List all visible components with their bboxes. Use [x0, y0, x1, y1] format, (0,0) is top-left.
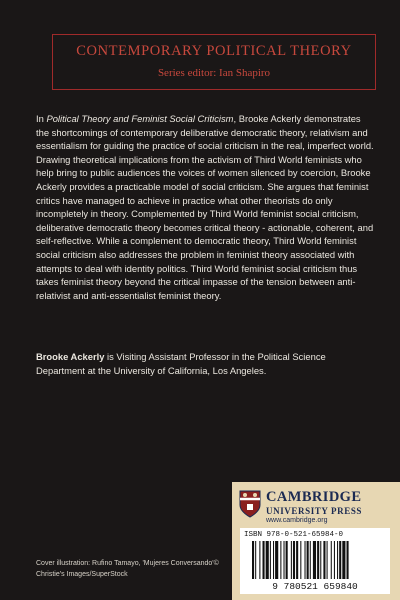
book-title: Political Theory and Feminist Social Criticism [46, 113, 234, 124]
barcode-bar [252, 541, 254, 579]
publisher-url: www.cambridge.org [266, 517, 328, 524]
series-editor: Series editor: Ian Shapiro [157, 67, 271, 79]
barcode-bar [331, 541, 332, 579]
barcode-bar [286, 541, 288, 579]
barcode-bar [327, 541, 328, 579]
barcode-bar [270, 541, 271, 579]
barcode-bar [293, 541, 295, 579]
cover-credit: Cover illustration: Rufino Tamayo, 'Mujeres Conversando'© Christie's Images/SuperStock [36, 560, 219, 578]
barcode-bar [334, 541, 335, 579]
barcode-bar [296, 541, 298, 579]
series-title: CONTEMPORARY POLITICAL THEORY [76, 43, 352, 59]
publisher-name: CAMBRIDGE [266, 489, 362, 505]
barcode-bar [310, 541, 311, 579]
barcode-bar [266, 541, 269, 579]
barcode [244, 541, 386, 591]
barcode-area [240, 528, 390, 594]
barcode-bar [263, 541, 265, 579]
barcode-bar [259, 541, 260, 579]
author-name: Brooke Ackerly [36, 351, 105, 362]
barcode-digits: 9 780521 659840 [272, 581, 358, 591]
blurb-body: , Brooke Ackerly demonstrates the shortcomings of contemporary deliberative democratic theory, relativism and essentialism for guiding the practice of social criticism in the real, imperfect world. Drawing theoretical implications from the activism of Third World feminists who help bring to public audiences the voices of women silenced by coercion, Brooke Ackerly provides a practicable model of social criticism. She argues that feminist critics have managed to achieve in practice what other theorists do only incompletely in theory. Complemented by Third World feminist social criticism, deliberative democratic theory becomes critical theory - actionable, coherent, and self-reflective. While a complement to democratic theory, Third World feminist social criticism also addresses the problem in feminist theory associated with attempts to deal with identity politics. Third World feminist social criticism thus takes feminist theory beyond the critical impasse of the tension between anti-relativist and anti-essentialist feminist theory. [36, 113, 374, 301]
barcode-bar [273, 541, 274, 579]
blurb-intro: In [36, 113, 47, 124]
barcode-bar [337, 541, 338, 579]
publisher-panel [232, 482, 400, 600]
barcode-bar [317, 541, 319, 579]
book-description [36, 112, 374, 302]
barcode-bar [320, 541, 321, 579]
barcode-bar [255, 541, 256, 579]
barcode-bar [305, 541, 306, 579]
barcode-bar [280, 541, 281, 579]
series-banner [52, 34, 376, 90]
cambridge-shield-icon [239, 490, 261, 518]
barcode-bar [339, 541, 341, 579]
barcode-bar [323, 541, 325, 579]
barcode-bar [300, 541, 301, 579]
author-bio [36, 350, 374, 377]
author-bio-text: is Visiting Assistant Professor in the Political Science Department at the University of California, Los Angeles. [36, 351, 326, 376]
barcode-bar [347, 541, 349, 579]
barcode-bar [342, 541, 345, 579]
barcode-bar [275, 541, 278, 579]
barcode-bar [307, 541, 309, 579]
publisher-subtitle: UNIVERSITY PRESS [266, 506, 363, 516]
barcode-bar [291, 541, 292, 579]
barcode-bar [284, 541, 285, 579]
isbn-number: ISBN 978-0-521-65984-0 [244, 531, 344, 539]
barcode-bar [313, 541, 316, 579]
